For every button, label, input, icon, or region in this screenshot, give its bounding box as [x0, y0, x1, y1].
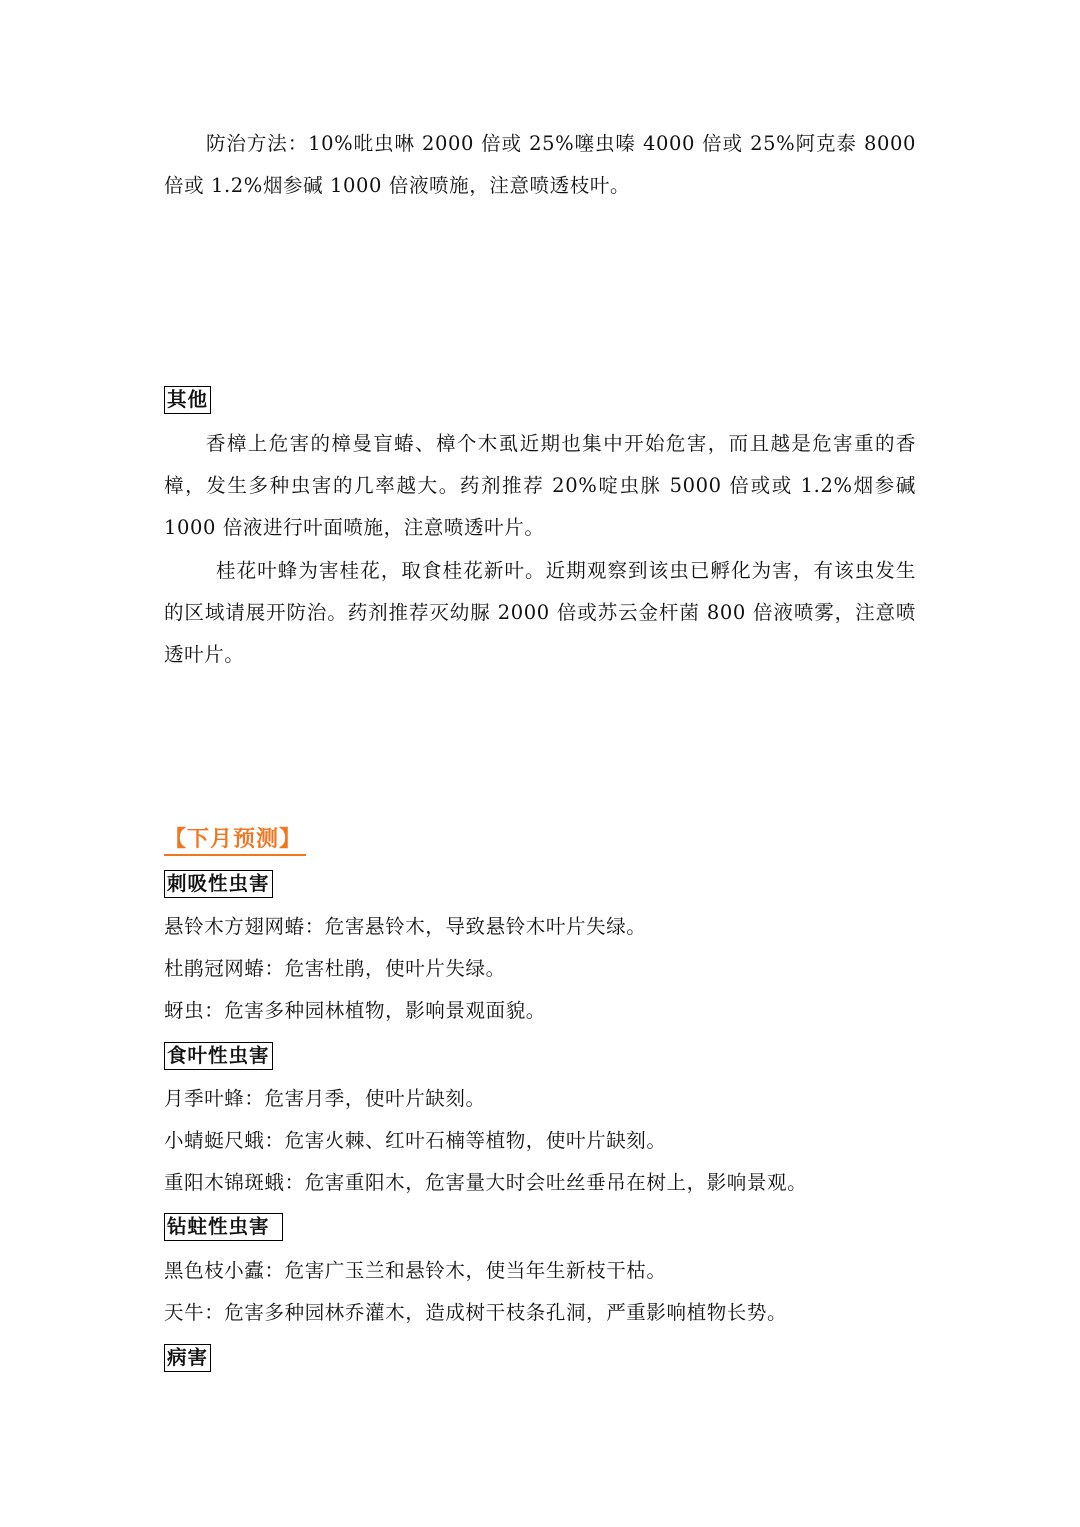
list-item: 黑色枝小蠹：危害广玉兰和悬铃木，使当年生新枝干枯。 — [164, 1259, 667, 1282]
list-item: 月季叶蜂：危害月季，使叶片缺刻。 — [164, 1087, 486, 1110]
others-paragraph-osmanthus: 桂花叶蜂为害桂花，取食桂花新叶。近期观察到该虫已孵化为害，有该虫发生的区域请展开防治。药剂推荐灭幼脲 2000 倍或苏云金杆菌 800 倍液喷雾，注意喷透叶片。 — [164, 559, 916, 666]
forecast-heading: 【下月预测】 — [164, 824, 306, 856]
sucking-pests-heading: 刺吸性虫害 — [164, 870, 273, 898]
control-methods-paragraph: 防治方法：10%吡虫啉 2000 倍或 25%噻虫嗪 4000 倍或 25%阿克泰 8000 倍或 1.2%烟参碱 1000 倍液喷施，注意喷透枝叶。 — [164, 132, 916, 197]
boring-pests-heading: 钻蛀性虫害 — [164, 1213, 283, 1241]
others-paragraph-camphor: 香樟上危害的樟曼盲蝽、樟个木虱近期也集中开始危害，而且越是危害重的香樟，发生多种虫害的几率越大。药剂推荐 20%啶虫脒 5000 倍或或 1.2%烟参碱 1000 倍液进行叶面喷施，注意喷透叶片。 — [164, 432, 916, 539]
list-item: 杜鹃冠网蝽：危害杜鹃，使叶片失绿。 — [164, 957, 506, 980]
list-item: 天牛：危害多种园林乔灌木，造成树干枝条孔洞，严重影响植物长势。 — [164, 1301, 788, 1324]
others-heading: 其他 — [164, 386, 211, 414]
list-item: 蚜虫：危害多种园林植物，影响景观面貌。 — [164, 999, 546, 1022]
leaf-eating-pests-heading: 食叶性虫害 — [164, 1042, 273, 1070]
list-item: 悬铃木方翅网蝽：危害悬铃木，导致悬铃木叶片失绿。 — [164, 915, 647, 938]
list-item: 小蜻蜓尺蛾：危害火棘、红叶石楠等植物，使叶片缺刻。 — [164, 1129, 667, 1152]
disease-heading: 病害 — [164, 1344, 211, 1372]
list-item: 重阳木锦斑蛾：危害重阳木，危害量大时会吐丝垂吊在树上，影响景观。 — [164, 1171, 808, 1194]
